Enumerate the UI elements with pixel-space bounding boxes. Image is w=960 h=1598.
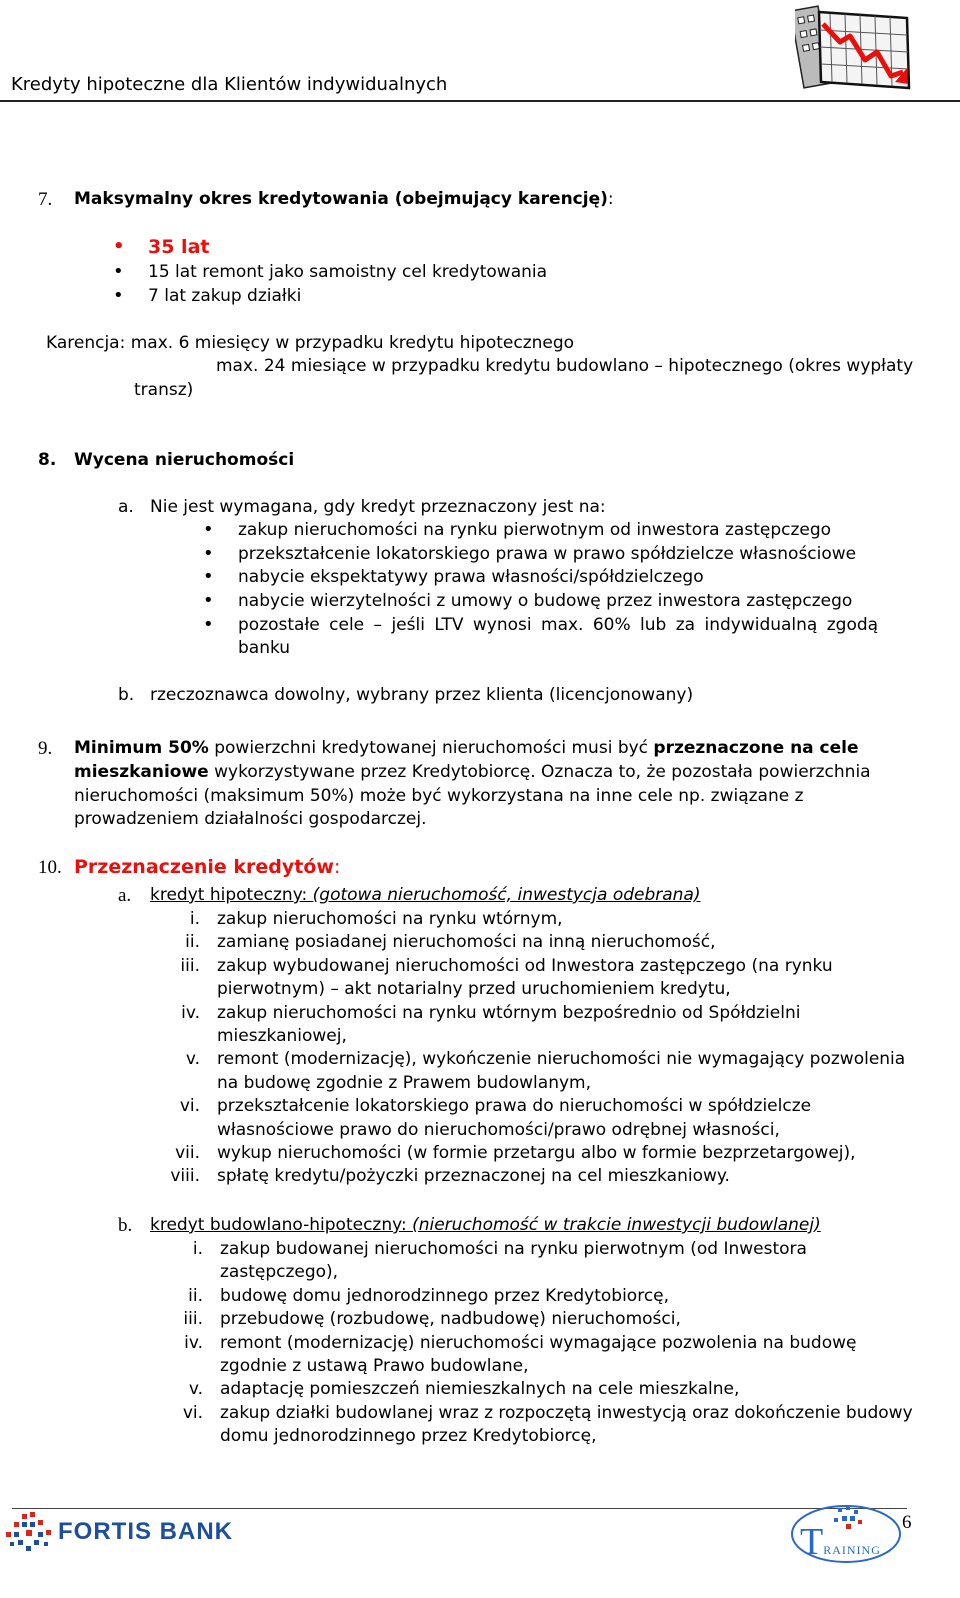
list-b-item-text: zakup działki budowlanej wraz z rozpoczętą inwestycją oraz dokończenie budowy: [220, 1402, 913, 1423]
s10-b-heading: [150, 1215, 821, 1235]
list-a-item-text: zakup nieruchomości na rynku wtórnym,: [217, 909, 563, 929]
list-b-item-number: iv.: [184, 1332, 203, 1353]
list-a-item-number: vi.: [179, 1096, 200, 1117]
list-a-item-number: vii.: [175, 1143, 200, 1163]
list-b-item-text: remont (modernizację) nieruchomości wymagające pozwolenia na budowę: [220, 1332, 857, 1353]
fortis-bank-logo: [4, 1510, 234, 1554]
page-number: 6: [902, 1512, 912, 1533]
section-7-heading: [74, 189, 614, 209]
s7-bullet-3: • 7 lat zakup działki: [148, 286, 301, 306]
list-a-item-text: mieszkaniowej,: [217, 1026, 347, 1046]
list-b-item-number: v.: [188, 1379, 203, 1400]
list-b-item-text: budowę domu jednorodzinnego przez Kredytobiorcę,: [220, 1285, 670, 1306]
list-b-item-number: ii.: [188, 1285, 203, 1306]
s8-a-item-5: • pozostałe cele – jeśli LTV wynosi max. 60% lub za indywidualną zgodą: [238, 615, 878, 635]
section-10-colon: :: [333, 856, 341, 878]
document-header-title: Kredyty hipoteczne dla Klientów indywidualnych: [11, 74, 448, 95]
list-b-item-text: zgodnie z ustawą Prawo budowlane,: [220, 1356, 529, 1376]
list-b-item-text: zastępczego),: [220, 1262, 339, 1283]
section-7-colon: :: [607, 189, 614, 209]
s8-b-letter: b.: [118, 685, 135, 705]
list-a-item-text: pierwotnym) – akt notarialny przed uruchomieniem kredytu,: [217, 979, 731, 1000]
training-wordmark: [800, 1520, 881, 1564]
s9-line-3: nieruchomości (maksimum 50%) może być wykorzystana na inne cele np. związane z: [74, 786, 804, 806]
list-a-item-text: zakup wybudowanej nieruchomości od Inwestora zastępczego (na rynku: [217, 955, 833, 976]
section-10-heading: [74, 856, 340, 878]
list-a-item-number: ii.: [185, 932, 200, 953]
list-a-item-number: iv.: [181, 1002, 200, 1023]
training-rest: RAINING: [823, 1543, 881, 1557]
list-a-item-text: zamianę posiadanej nieruchomości na inną nieruchomość,: [217, 932, 716, 953]
s9-text-b: wykorzystywane przez Kredytobiorcę. Oznacza to, że pozostała powierzchnia: [208, 762, 871, 782]
list-a-item-text: na budowę zgodnie z Prawem budowlanym,: [217, 1072, 591, 1093]
s8-a-letter: a.: [118, 497, 134, 517]
s9-mieszkaniowe: mieszkaniowe: [74, 762, 209, 782]
s9-text-a: powierzchni kredytowanej nieruchomości musi być: [208, 738, 654, 758]
s7-bullet-2: • 15 lat remont jako samoistny cel kredytowania: [148, 262, 547, 282]
list-a-item-text: przekształcenie lokatorskiego prawa do nieruchomości w spółdzielcze: [217, 1096, 812, 1117]
list-a-item-text: własnościowe prawo do nieruchomości/prawo odrębnej własności,: [217, 1119, 780, 1140]
list-b-item-text: adaptację pomieszczeń niemieszkalnych na cele mieszkalne,: [220, 1379, 740, 1400]
section-7-number: 7.: [38, 189, 53, 210]
s9-line-1: [74, 738, 859, 758]
s10-a-heading: [150, 885, 701, 905]
declining-chart-icon: [795, 2, 915, 94]
s8-a-text: Nie jest wymagana, gdy kredyt przeznaczony jest na:: [150, 497, 606, 517]
list-b-item-number: vi.: [182, 1402, 203, 1423]
list-a-item-text: remont (modernizację), wykończenie nieruchomości nie wymagający pozwolenia: [217, 1049, 906, 1070]
s8-a-item-5-cont: banku: [238, 638, 291, 658]
list-b-item-text: domu jednorodzinnego przez Kredytobiorcę,: [220, 1426, 597, 1447]
section-8-title: Wycena nieruchomości: [74, 450, 295, 470]
section-7-title: Maksymalny okres kredytowania (obejmujący karencję): [74, 189, 608, 209]
s8-a-item-1: • zakup nieruchomości na rynku pierwotnym od inwestora zastępczego: [238, 520, 831, 540]
list-a-item-text: spłatę kredytu/pożyczki przeznaczonej na cel mieszkaniowy.: [217, 1166, 730, 1187]
s10-a-letter: a.: [118, 885, 132, 906]
s8-a-item-4: • nabycie wierzytelności z umowy o budowę przez inwestora zastępczego: [238, 591, 852, 611]
footer-divider: [12, 1508, 907, 1509]
list-a-item-number: viii.: [170, 1166, 200, 1187]
section-9-number: 9.: [38, 738, 53, 759]
s8-b-text: rzeczoznawca dowolny, wybrany przez klienta (licencjonowany): [150, 685, 694, 705]
s10-b-title: kredyt budowlano-hipoteczny:: [150, 1215, 413, 1235]
s9-line-4: prowadzeniem działalności gospodarczej.: [74, 809, 427, 829]
list-a-item-number: iii.: [180, 955, 200, 976]
s10-b-letter: b.: [118, 1215, 133, 1236]
karencja-line-1: Karencja: max. 6 miesięcy w przypadku kredytu hipotecznego: [46, 333, 575, 353]
s9-min-50: Minimum 50%: [74, 738, 209, 758]
s9-cele: przeznaczone na cele: [653, 738, 859, 758]
header-divider: [0, 100, 960, 102]
karencja-line-2: max. 24 miesiące w przypadku kredytu budowlano – hipotecznego (okres wypłaty: [216, 356, 914, 376]
fortis-dots-icon: [4, 1510, 56, 1554]
list-b-item-number: iii.: [183, 1309, 203, 1330]
s10-b-subtitle: (nieruchomość w trakcie inwestycji budowlanej): [412, 1215, 821, 1235]
s8-a-item-2: • przekształcenie lokatorskiego prawa w prawo spółdzielcze własnościowe: [238, 544, 856, 564]
list-a-item-number: v.: [185, 1049, 200, 1070]
s10-a-title: kredyt hipoteczny:: [150, 885, 313, 905]
list-b-item-text: przebudowę (rozbudowę, nadbudowę) nieruchomości,: [220, 1309, 681, 1330]
s7-bullet-1: • 35 lat: [148, 236, 209, 258]
karencja-line-3: transz): [134, 380, 194, 400]
training-t: T: [800, 1521, 824, 1563]
section-8-number: 8.: [38, 450, 57, 470]
section-10-number: 10.: [38, 857, 62, 878]
s10-a-subtitle: (gotowa nieruchomość, inwestycja odebrana): [312, 885, 701, 905]
list-a-item-text: zakup nieruchomości na rynku wtórnym bezpośrednio od Spółdzielni: [217, 1002, 801, 1023]
list-b-item-text: zakup budowanej nieruchomości na rynku pierwotnym (od Inwestora: [220, 1239, 807, 1259]
list-a-item-number: i.: [189, 909, 200, 929]
training-logo: [790, 1502, 902, 1564]
s9-line-2: [74, 762, 871, 782]
fortis-bank-name: FORTIS BANK: [58, 1518, 233, 1545]
s8-a-item-3: • nabycie ekspektatywy prawa własności/spółdzielczego: [238, 567, 704, 587]
section-10-title: Przeznaczenie kredytów: [74, 856, 334, 878]
list-a-item-text: wykup nieruchomości (w formie przetargu albo w formie bezprzetargowej),: [217, 1143, 856, 1163]
list-b-item-number: i.: [192, 1239, 203, 1259]
